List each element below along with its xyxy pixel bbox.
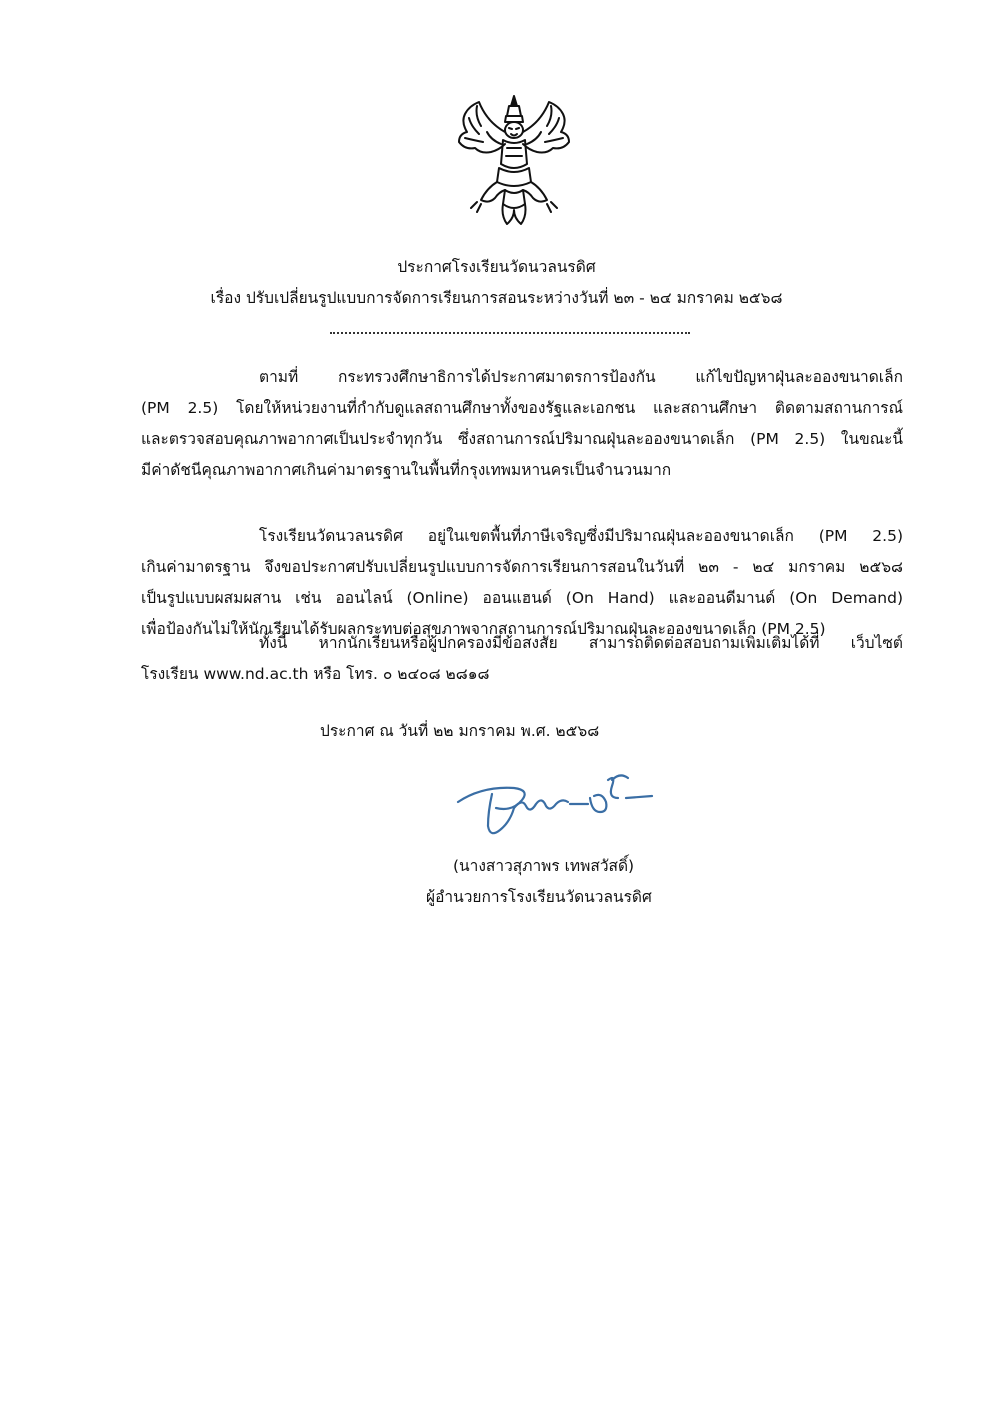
paragraph-line: (PM 2.5) โดยให้หน่วยงานที่กำกับดูแลสถานศึกษาทั้งของรัฐและเอกชน และสถานศึกษา ติดตามสถานการณ์ <box>141 399 903 417</box>
announcement-title: ประกาศโรงเรียนวัดนวลนรดิศ <box>397 258 596 276</box>
paragraph-line: ตามที่ กระทรวงศึกษาธิการได้ประกาศมาตรการป้องกัน แก้ไขปัญหาฝุ่นละอองขนาดเล็ก <box>259 368 903 386</box>
announcement-date: ประกาศ ณ วันที่ ๒๒ มกราคม พ.ศ. ๒๕๖๘ <box>320 722 600 740</box>
paragraph-line: เพื่อป้องกันไม่ให้นักเรียนได้รับผลกระทบต่อสุขภาพจากสถานการณ์ปริมาณฝุ่นละอองขนาดเล็ก (PM 2.5) <box>141 620 826 638</box>
dotted-divider <box>330 332 690 334</box>
body-paragraph-3 <box>141 628 903 690</box>
signature-icon <box>452 768 658 842</box>
garuda-emblem-icon <box>451 92 577 228</box>
paragraph-line: ทั้งนี้ หากนักเรียนหรือผู้ปกครองมีข้อสงสัย สามารถติดต่อสอบถามเพิ่มเติมได้ที่ เว็บไซต์ <box>259 634 903 652</box>
paragraph-line: เป็นรูปแบบผสมผสาน เช่น ออนไลน์ (Online) ออนแฮนด์ (On Hand) และออนดีมานด์ (On Demand) <box>141 589 903 607</box>
announcement-subject: เรื่อง ปรับเปลี่ยนรูปแบบการจัดการเรียนการสอนระหว่างวันที่ ๒๓ - ๒๔ มกราคม ๒๕๖๘ <box>210 289 783 307</box>
paragraph-line: และตรวจสอบคุณภาพอากาศเป็นประจำทุกวัน ซึ่งสถานการณ์ปริมาณฝุ่นละอองขนาดเล็ก (PM 2.5) ในขณะนี้ <box>141 430 903 448</box>
body-paragraph-2 <box>141 521 903 645</box>
paragraph-line: โรงเรียน www.nd.ac.th หรือ โทร. ๐ ๒๔๐๘ ๒๘๑๘ <box>141 665 490 683</box>
body-paragraph-1 <box>141 362 903 486</box>
paragraph-line: โรงเรียนวัดนวลนรดิศ อยู่ในเขตพื้นที่ภาษีเจริญซึ่งมีปริมาณฝุ่นละอองขนาดเล็ก (PM 2.5) <box>259 527 903 545</box>
signer-position: ผู้อำนวยการโรงเรียนวัดนวลนรดิศ <box>426 888 652 906</box>
signer-name: (นางสาวสุภาพร เทพสวัสดิ์) <box>453 857 635 875</box>
paragraph-line: มีค่าดัชนีคุณภาพอากาศเกินค่ามาตรฐานในพื้นที่กรุงเทพมหานครเป็นจำนวนมาก <box>141 461 672 479</box>
paragraph-line: เกินค่ามาตรฐาน จึงขอประกาศปรับเปลี่ยนรูปแบบการจัดการเรียนการสอนในวันที่ ๒๓ - ๒๔ มกราคม ๒๕๖๘ <box>141 558 903 576</box>
